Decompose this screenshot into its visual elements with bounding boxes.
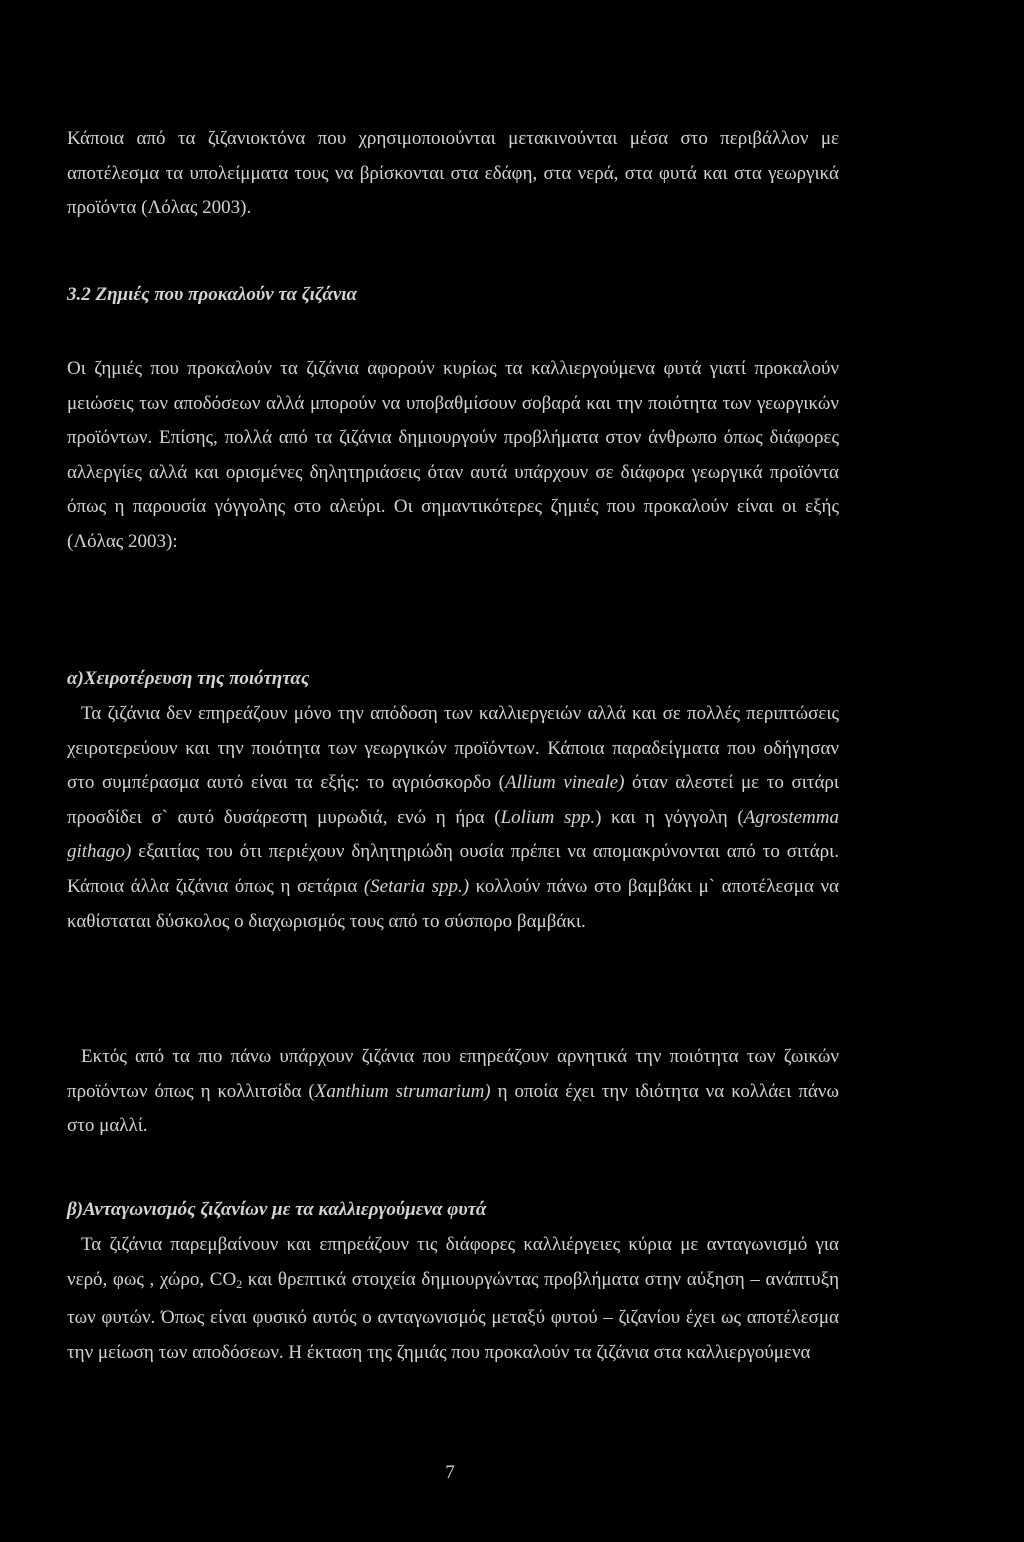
species-name: (Setaria spp.) (363, 875, 470, 897)
subscript: 2 (236, 1276, 243, 1291)
species-name: Xanthium strumarium) (314, 1080, 491, 1102)
subheading-competition: β)Ανταγωνισμός ζιζανίων με τα καλλιεργούμενα φυτά (67, 1199, 487, 1220)
paragraph-animal-products (67, 1040, 839, 1144)
species-name: Agrostemma githago) (67, 806, 839, 863)
paragraph-text: εξαιτίας του ότι περιέχουν δηλητηριώδη ουσία πρέπει να απομακρύνονται από το σιτάρι. Κάποια άλλα ζιζάνια όπως η σετάρια (67, 841, 839, 897)
paragraph-quality (67, 697, 839, 939)
section-heading-3-2: 3.2 Ζημιές που προκαλούν τα ζιζάνια (67, 284, 358, 305)
paragraph-text: και θρεπτικά στοιχεία δημιουργώντας προβλήματα στην αύξηση – ανάπτυξη των φυτών. Όπως είναι φυσικό αυτός ο ανταγωνισμός μεταξύ φυτού – ζιζανίου έχει ως αποτέλεσμα την μείωση των αποδόσεων. Η έκταση της ζημιάς που προκαλούν τα ζιζάνια στα καλλιεργούμενα (67, 1268, 840, 1363)
page-number: 7 (445, 1462, 455, 1483)
paragraph-text: Εκτός από τα πιο πάνω υπάρχουν ζιζάνια που επηρεάζουν αρνητικά την ποιότητα των ζωικών προϊόντων όπως η κολλιτσίδα ( (67, 1046, 839, 1102)
paragraph-text: η οποία έχει την ιδιότητα να κολλάει πάνω στο μαλλί. (67, 1080, 839, 1137)
paragraph-text: Οι ζημιές που προκαλούν τα ζιζάνια αφορούν κυρίως τα καλλιεργούμενα φυτά γιατί προκαλούν μειώσεις των αποδόσεων αλλά μπορούν να υποβαθμίσουν σοβαρά και την ποιότητα των γεωργικών προϊόντων. Επίσης, πολλά από τα ζιζάνια δημιουργούν προβλήματα στον άνθρωπο όπως διάφορες αλλεργίες αλλά και ορισμένες δηλητηριάσεις όταν αυτά υπάρχουν σε διάφορα γεωργικά προϊόντα όπως η παρουσία γόγγολης στο αλεύρι. Οι σημαντικότερες ζημιές που προκαλούν είναι οι εξής (Λόλας 2003): (67, 358, 839, 552)
paragraph-herbicides (67, 122, 839, 226)
paragraph-text: ) και η γόγγολη ( (595, 806, 744, 828)
subheading-quality: α)Χειροτέρευση της ποιότητας (67, 668, 310, 689)
paragraph-text: κολλούν πάνω στο βαμβάκι μ` αποτέλεσμα να καθίσταται δύσκολος ο διαχωρισμός τους από το σύσπορο βαμβάκι. (67, 875, 840, 932)
paragraph-text: Κάποια από τα ζιζανιοκτόνα που χρησιμοποιούνται μετακινούνται μέσα στο περιβάλλον με αποτέλεσμα τα υπολείμματα τους να βρίσκονται στα εδάφη, στα νερά, στα φυτά και στα γεωργικά προϊόντα (Λόλας 2003). (67, 128, 839, 219)
paragraph-text: Τα ζιζάνια δεν επηρεάζουν μόνο την απόδοση των καλλιεργειών αλλά και σε πολλές περιπτώσεις χειροτερεύουν και την ποιότητα των γεωργικών προϊόντων. Κάποια παραδείγματα που οδήγησαν στο συμπέρασμα αυτό είναι τα εξής: το αγριόσκορδο ( (67, 703, 839, 794)
species-name: Allium vineale) (505, 772, 625, 794)
paragraph-damages (67, 352, 839, 560)
paragraph-competition (67, 1228, 839, 1370)
paragraph-text: Τα ζιζάνια παρεμβαίνουν και επηρεάζουν τις διάφορες καλλιέργειες κύρια με ανταγωνισμό για νερό, φως , χώρο, CO (67, 1234, 839, 1290)
paragraph-text: όταν αλεστεί με το σιτάρι προσδίδει σ` αυτό δυσάρεστη μυρωδιά, ενώ η ήρα ( (67, 772, 839, 828)
species-name: Lolium spp. (500, 806, 596, 828)
